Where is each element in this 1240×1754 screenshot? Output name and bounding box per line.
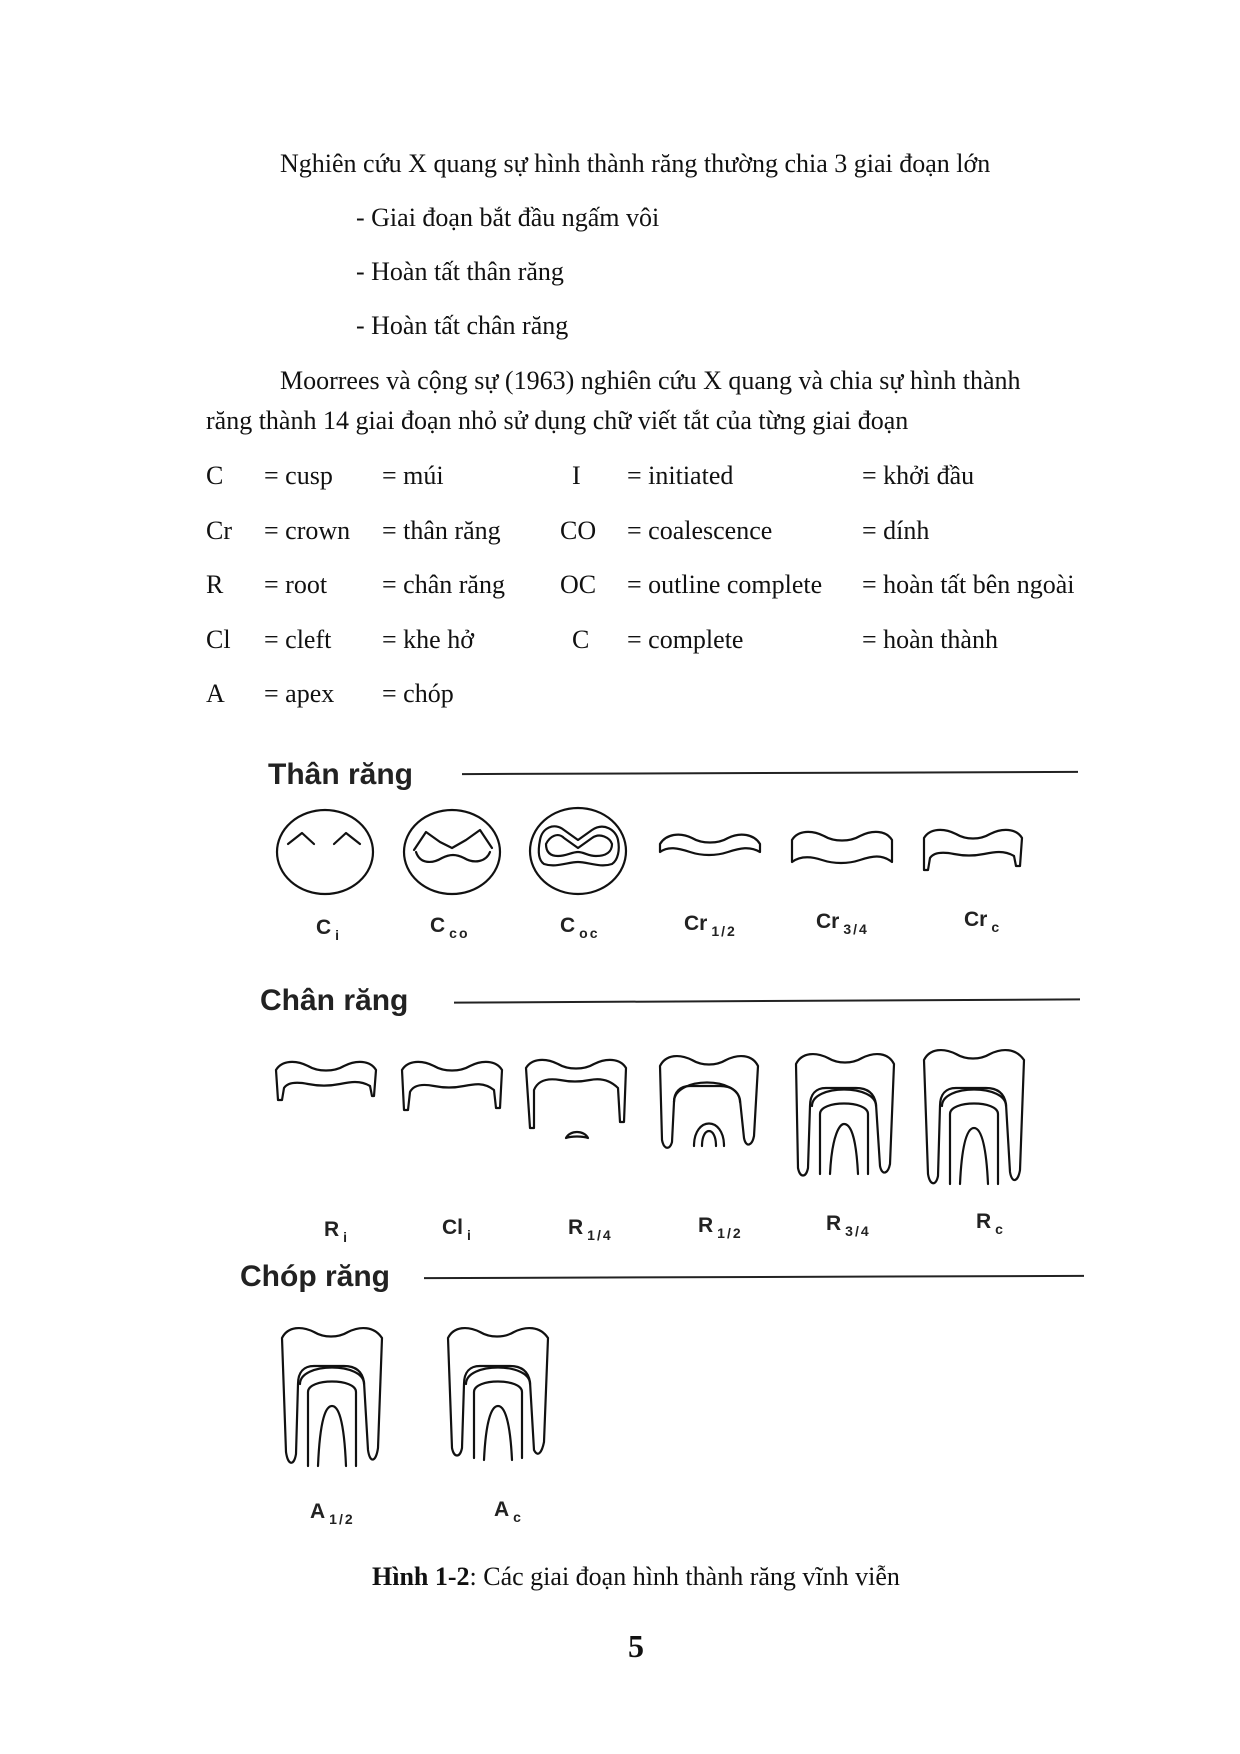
abbr-code: OC — [560, 570, 597, 599]
tooth-stage-ri — [272, 1052, 382, 1122]
tooth-stage-coc — [524, 800, 634, 900]
abbr-english: = outline complete — [627, 570, 823, 599]
abbr-code: Cl — [206, 625, 231, 654]
tooth-stage-cr-half — [656, 818, 766, 878]
figure-caption: Hình 1-2: Các giai đoạn hình thành răng vĩnh viễn — [372, 1562, 900, 1591]
stage-label: R $_i$ — [324, 1218, 350, 1245]
stage-label: Cr $_{3/4}$ — [816, 910, 869, 937]
abbr-english: = crown — [264, 516, 351, 545]
tooth-stage-rc — [918, 1040, 1030, 1200]
stage-label: A $_c$ — [494, 1498, 523, 1525]
abbr-code: CO — [560, 516, 597, 545]
tooth-stage-cco — [398, 802, 508, 902]
abbr-vietnamese: = thân răng — [382, 516, 501, 545]
stage-label: R $_c$ — [976, 1210, 1005, 1237]
abbr-vietnamese: = khởi đầu — [862, 461, 975, 490]
abbr-code: R — [206, 570, 224, 599]
stage-label: C $_i$ — [316, 916, 342, 943]
page-number: 5 — [628, 1628, 644, 1664]
abbr-vietnamese: = hoàn tất bên ngoài — [862, 570, 1075, 599]
abbr-vietnamese: = chóp — [382, 679, 454, 708]
abbr-english: = initiated — [627, 461, 734, 490]
section-title-apex: Chóp răng — [240, 1260, 390, 1293]
abbr-english: = apex — [264, 679, 335, 708]
abbr-code: C — [206, 461, 224, 490]
section-title-crown: Thân răng — [268, 758, 414, 791]
stage-label: C $_{co}$ — [430, 914, 470, 941]
stage-item: - Hoàn tất chân răng — [356, 311, 569, 340]
stage-item: - Giai đoạn bắt đầu ngấm vôi — [356, 203, 660, 232]
tooth-stage-cli — [398, 1052, 508, 1132]
abbr-english: = complete — [627, 625, 744, 654]
tooth-stage-cr-complete — [918, 816, 1028, 896]
stage-label: Cl $_i$ — [442, 1216, 473, 1243]
abbr-english: = coalescence — [627, 516, 773, 545]
abbr-code: I — [572, 461, 581, 490]
intro-line: Nghiên cứu X quang sự hình thành răng thường chia 3 giai đoạn lớn — [280, 149, 991, 178]
tooth-stage-a-half — [276, 1318, 388, 1480]
section-rule — [462, 771, 1078, 775]
paragraph-line: răng thành 14 giai đoạn nhỏ sử dụng chữ viết tắt của từng giai đoạn — [206, 406, 909, 435]
abbr-vietnamese: = chân răng — [382, 570, 505, 599]
abbr-english: = cusp — [264, 461, 333, 490]
section-rule — [424, 1275, 1084, 1279]
abbr-vietnamese: = dính — [862, 516, 930, 545]
tooth-stage-ac — [442, 1318, 554, 1480]
abbr-vietnamese: = khe hở — [382, 625, 474, 654]
stage-label: R $_{3/4}$ — [826, 1212, 871, 1239]
abbr-vietnamese: = hoàn thành — [862, 625, 998, 654]
section-title-root: Chân răng — [260, 984, 409, 1017]
abbr-vietnamese: = múi — [382, 461, 444, 490]
abbr-english: = root — [264, 570, 328, 599]
stage-label: R $_{1/4}$ — [568, 1216, 613, 1243]
stage-label: C $_{oc}$ — [560, 914, 600, 941]
stage-label: Cr $_{1/2}$ — [684, 912, 737, 939]
tooth-stage-r-three-quarter — [790, 1044, 900, 1194]
stage-label: A $_{1/2}$ — [310, 1500, 355, 1527]
stage-item: - Hoàn tất thân răng — [356, 257, 564, 286]
stage-label: Cr $_c$ — [964, 908, 1002, 935]
paragraph-line: Moorrees và cộng sự (1963) nghiên cứu X quang và chia sự hình thành — [280, 366, 1021, 395]
stage-label: R $_{1/2}$ — [698, 1214, 743, 1241]
tooth-stage-ci — [270, 800, 380, 900]
tooth-stage-r-half — [654, 1046, 764, 1166]
tooth-stage-r-quarter — [522, 1048, 632, 1148]
abbr-code: A — [206, 679, 225, 708]
tooth-stage-cr-three-quarter — [788, 818, 898, 888]
abbr-english: = cleft — [264, 625, 332, 654]
section-rule — [454, 998, 1080, 1003]
abbr-code: C — [572, 625, 590, 654]
abbr-code: Cr — [206, 516, 232, 545]
